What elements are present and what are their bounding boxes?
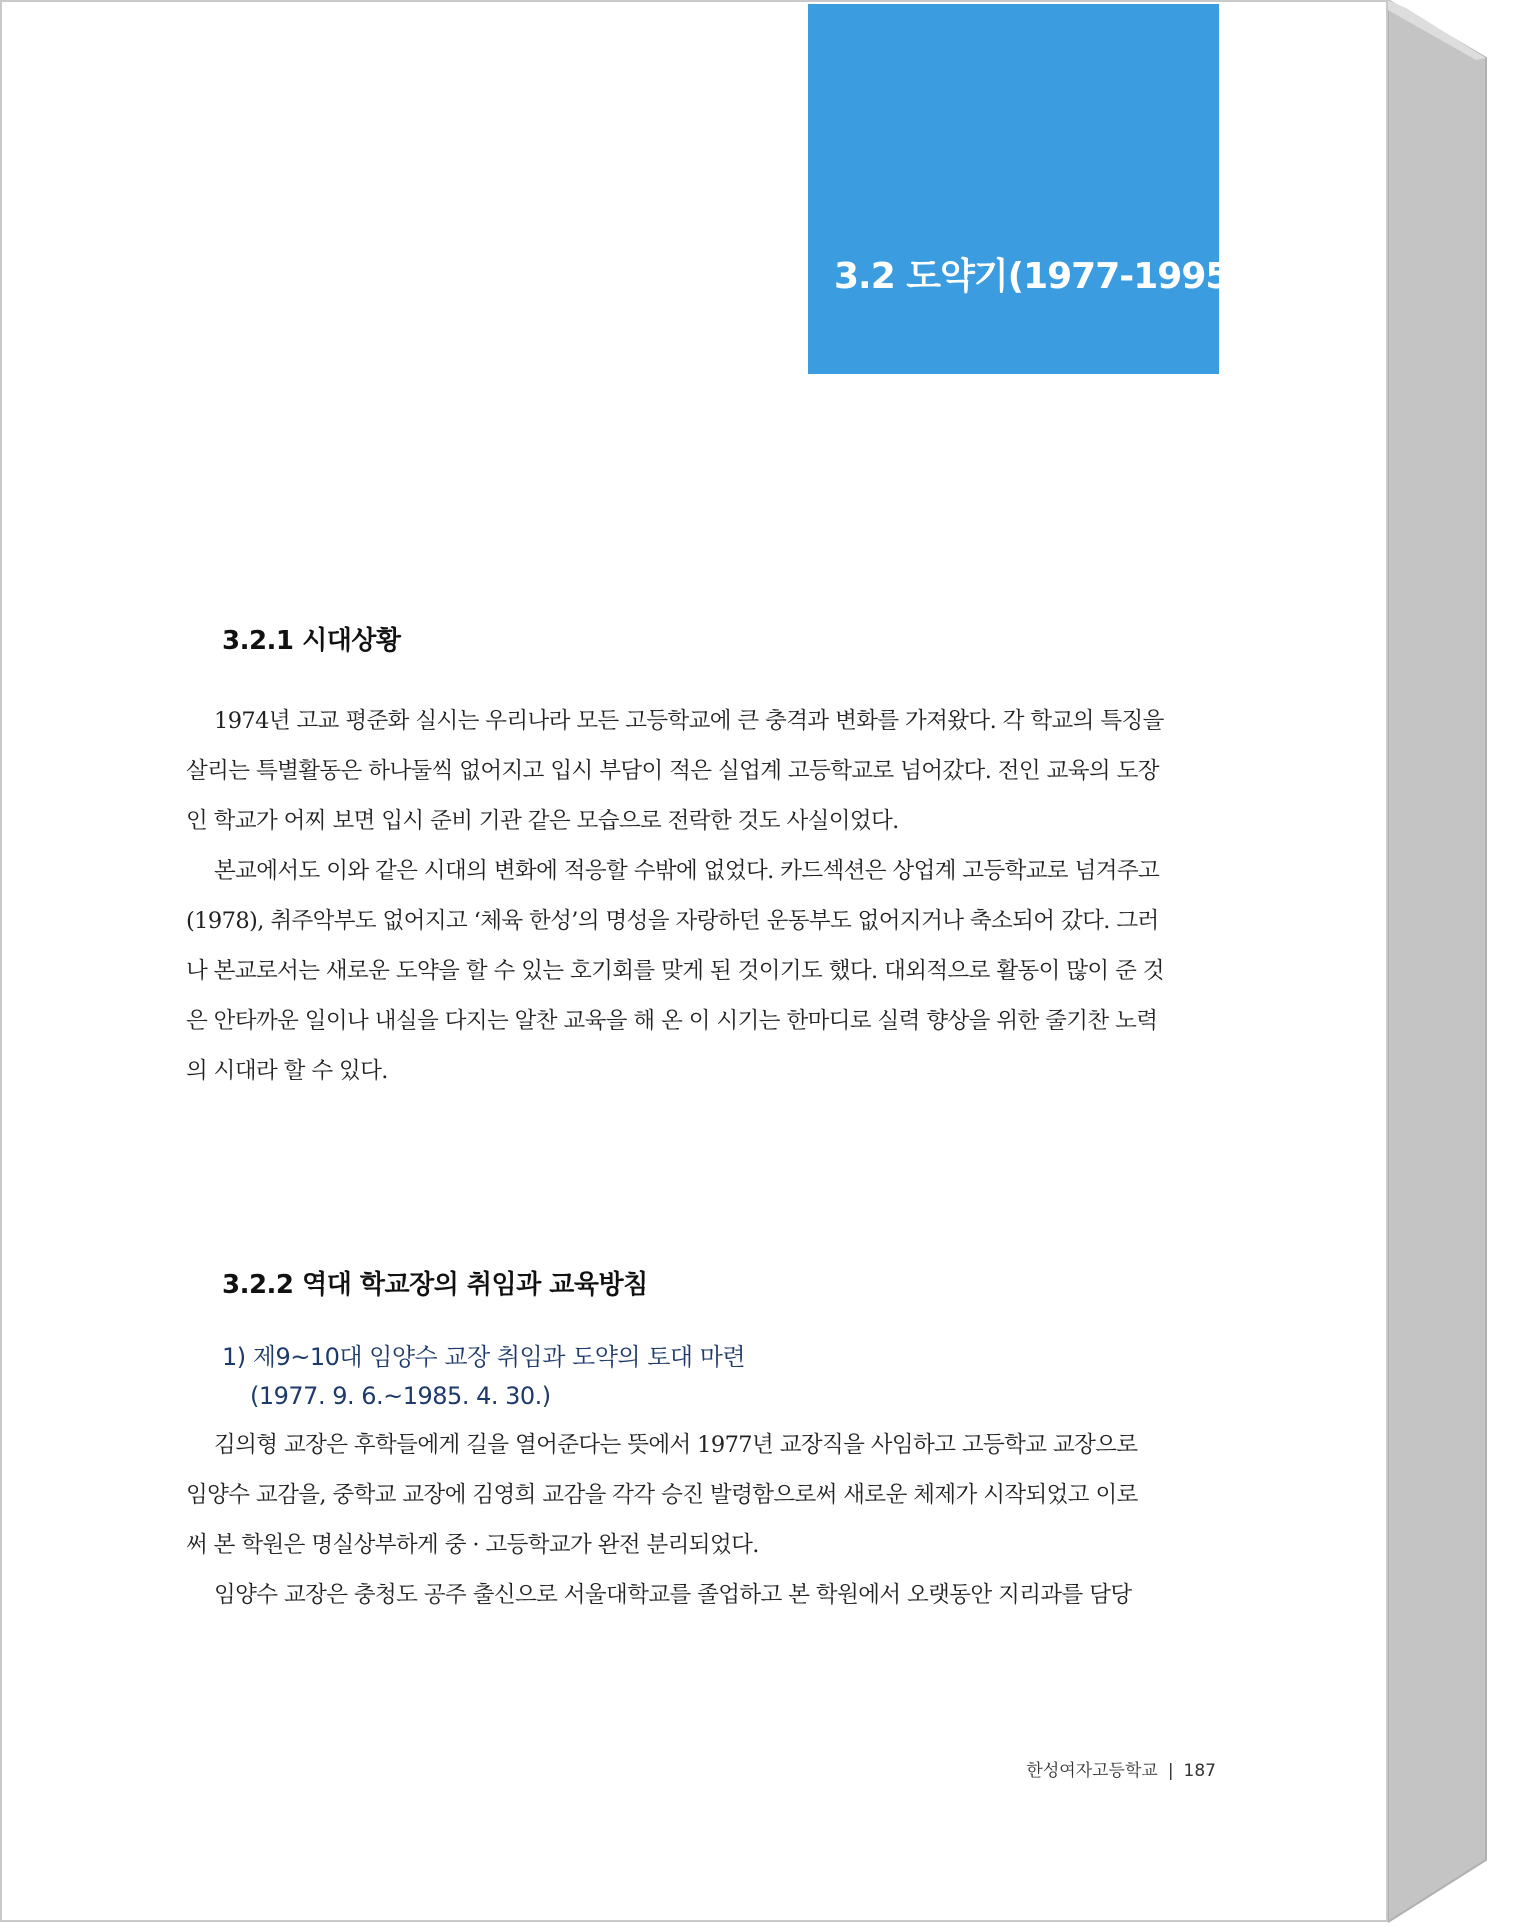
- section1-paragraph-2: [186, 846, 1216, 1096]
- text-line: 임양수 교장은 충청도 공주 출신으로 서울대학교를 졸업하고 본 학원에서 오랫동안 지리과를 담당: [214, 1582, 1132, 1608]
- text-line: 나 본교로서는 새로운 도약을 할 수 있는 호기회를 맞게 된 것이기도 했다. 대외적으로 활동이 많이 준 것: [186, 958, 1164, 984]
- text-line: 의 시대라 할 수 있다.: [186, 1058, 388, 1084]
- section-heading-3-2-1: 3.2.1 시대상황: [222, 626, 401, 656]
- subsection-date-range: (1977. 9. 6.~1985. 4. 30.): [250, 1382, 551, 1410]
- text-line: 은 안타까운 일이나 내실을 다지는 알찬 교육을 해 온 이 시기는 한마디로 실력 향상을 위한 줄기찬 노력: [186, 1008, 1158, 1034]
- chapter-title-box: [808, 4, 1245, 374]
- text-line: 김의형 교장은 후학들에게 길을 열어준다는 뜻에서 1977년 교장직을 사임하고 고등학교 교장으로: [214, 1432, 1138, 1458]
- section2-paragraph-2: [186, 1570, 1216, 1620]
- text-line: 인 학교가 어찌 보면 입시 준비 기관 같은 모습으로 전락한 것도 사실이었다.: [186, 808, 899, 834]
- page-stack-shadow: [1388, 0, 1523, 1926]
- chapter-title: 3.2 도약기(1977-1995): [834, 256, 1245, 297]
- text-line: 1974년 고교 평준화 실시는 우리나라 모든 고등학교에 큰 충격과 변화를 가져왔다. 각 학교의 특징을: [214, 708, 1164, 734]
- subsection-heading: 1) 제9~10대 임양수 교장 취임과 도약의 토대 마련: [222, 1343, 746, 1371]
- footer-school-name: 한성여자고등학교: [1026, 1761, 1158, 1781]
- text-line: 임양수 교감을, 중학교 교장에 김영희 교감을 각각 승진 발령함으로써 새로운 체제가 시작되었고 이로: [186, 1482, 1138, 1508]
- page-footer: [1002, 1756, 1216, 1781]
- page-number: 187: [1183, 1761, 1216, 1781]
- text-line: 살리는 특별활동은 하나둘씩 없어지고 입시 부담이 적은 실업계 고등학교로 넘어갔다. 전인 교육의 도장: [186, 758, 1159, 784]
- text-line: 본교에서도 이와 같은 시대의 변화에 적응할 수밖에 없었다. 카드섹션은 상업계 고등학교로 넘겨주고: [214, 858, 1160, 884]
- section-heading-3-2-2: 3.2.2 역대 학교장의 취임과 교육방침: [222, 1270, 648, 1300]
- text-line: (1978), 취주악부도 없어지고 ‘체육 한성’의 명성을 자랑하던 운동부도 없어지거나 축소되어 갔다. 그러: [186, 908, 1159, 934]
- footer-separator: |: [1167, 1761, 1174, 1781]
- section1-paragraph-1: [186, 696, 1216, 846]
- text-line: 써 본 학원은 명실상부하게 중 · 고등학교가 완전 분리되었다.: [186, 1532, 759, 1558]
- section2-paragraph-1: [186, 1420, 1216, 1570]
